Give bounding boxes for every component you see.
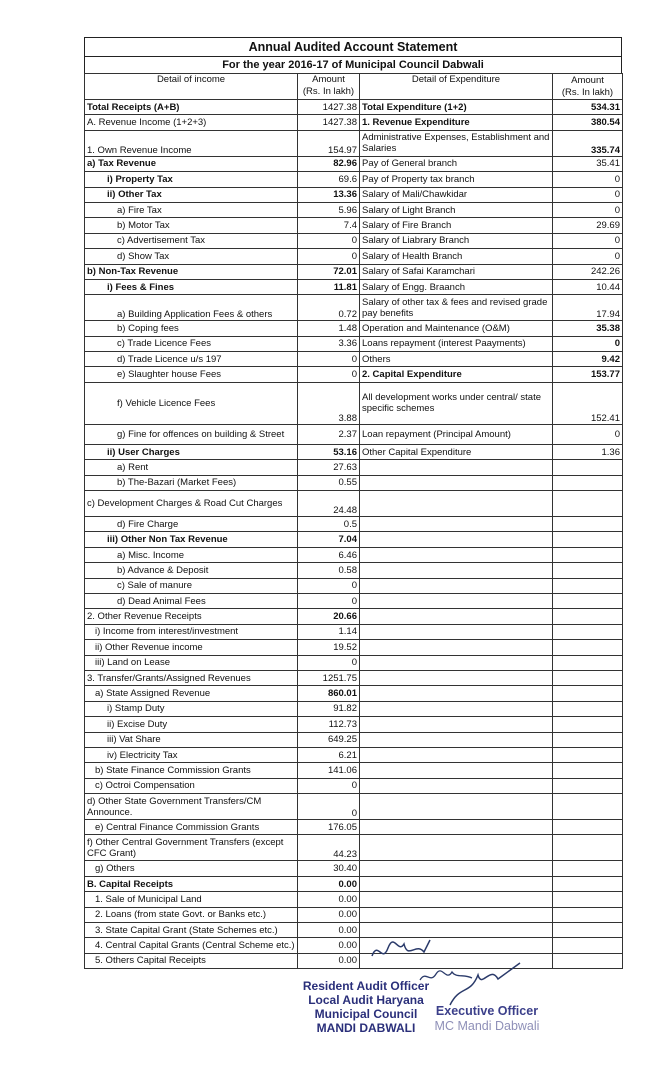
table-row — [85, 130, 623, 156]
expenditure-label: Salary of Health Branch — [360, 249, 553, 264]
income-amount: 5.96 — [298, 202, 360, 217]
table-row — [85, 156, 623, 171]
expenditure-amount: 335.74 — [553, 130, 623, 156]
income-amount: 53.16 — [298, 444, 360, 459]
income-amount: 0.00 — [298, 953, 360, 968]
income-label: ii) Excise Duty — [85, 717, 298, 732]
expenditure-amount: 153.77 — [553, 367, 623, 382]
income-amount: 2.37 — [298, 424, 360, 444]
table-row — [85, 835, 623, 861]
expenditure-amount — [553, 820, 623, 835]
expenditure-label — [360, 732, 553, 747]
expenditure-label — [360, 547, 553, 562]
income-amount: 11.81 — [298, 279, 360, 294]
statement-sheet — [84, 37, 622, 969]
table-row — [85, 655, 623, 670]
income-amount: 141.06 — [298, 763, 360, 778]
expenditure-label: All development works under central/ state specific schemes — [360, 382, 553, 424]
expenditure-amount — [553, 609, 623, 624]
income-label: iii) Other Non Tax Revenue — [85, 532, 298, 547]
income-label: B. Capital Receipts — [85, 876, 298, 891]
table-row — [85, 172, 623, 187]
expenditure-label — [360, 609, 553, 624]
expenditure-label: Other Capital Expenditure — [360, 444, 553, 459]
table-row — [85, 249, 623, 264]
expenditure-label: Pay of Property tax branch — [360, 172, 553, 187]
expenditure-label — [360, 907, 553, 922]
executive-officer-stamp: Executive Officer MC Mandi Dabwali — [434, 1004, 540, 1033]
income-amount: 0 — [298, 367, 360, 382]
table-row — [85, 717, 623, 732]
income-amount: 3.88 — [298, 382, 360, 424]
table-row — [85, 233, 623, 248]
expenditure-amount — [553, 701, 623, 716]
expenditure-label — [360, 475, 553, 490]
income-amount: 0 — [298, 233, 360, 248]
income-amount: 649.25 — [298, 732, 360, 747]
income-amount: 1427.38 — [298, 100, 360, 115]
expenditure-amount — [553, 778, 623, 793]
expenditure-amount — [553, 747, 623, 762]
expenditure-amount: 152.41 — [553, 382, 623, 424]
income-amount: 72.01 — [298, 264, 360, 279]
income-amount: 112.73 — [298, 717, 360, 732]
income-amount: 1251.75 — [298, 670, 360, 685]
expenditure-amount — [553, 460, 623, 475]
table-row — [85, 202, 623, 217]
table-row — [85, 218, 623, 233]
expenditure-amount: 242.26 — [553, 264, 623, 279]
income-amount: 0 — [298, 593, 360, 608]
expenditure-label: Salary of Fire Branch — [360, 218, 553, 233]
expenditure-label: Salary of Engg. Braanch — [360, 279, 553, 294]
income-amount: 20.66 — [298, 609, 360, 624]
table-row — [85, 532, 623, 547]
table-row — [85, 624, 623, 639]
account-table — [84, 73, 623, 969]
table-row — [85, 460, 623, 475]
income-label: d) Dead Animal Fees — [85, 593, 298, 608]
expenditure-label: Salary of Mali/Chawkidar — [360, 187, 553, 202]
table-row — [85, 609, 623, 624]
income-amount: 176.05 — [298, 820, 360, 835]
table-row — [85, 953, 623, 968]
income-label: g) Others — [85, 861, 298, 876]
income-amount: 19.52 — [298, 640, 360, 655]
expenditure-amount — [553, 517, 623, 532]
expenditure-label: Total Expenditure (1+2) — [360, 100, 553, 115]
income-amount: 7.04 — [298, 532, 360, 547]
income-label: i) Income from interest/investment — [85, 624, 298, 639]
expenditure-label — [360, 794, 553, 820]
income-label: g) Fine for offences on building & Street — [85, 424, 298, 444]
expenditure-detail-header: Detail of Expenditure — [360, 74, 553, 100]
income-label: ii) Other Tax — [85, 187, 298, 202]
table-row — [85, 593, 623, 608]
table-row — [85, 938, 623, 953]
income-amount: 0.72 — [298, 295, 360, 321]
expenditure-amount — [553, 491, 623, 517]
expenditure-amount — [553, 938, 623, 953]
expenditure-label: Salary of Safai Karamchari — [360, 264, 553, 279]
income-label: d) Fire Charge — [85, 517, 298, 532]
income-label: c) Octroi Compensation — [85, 778, 298, 793]
income-label: 5. Others Capital Receipts — [85, 953, 298, 968]
expenditure-label: Pay of General branch — [360, 156, 553, 171]
income-label: b) State Finance Commission Grants — [85, 763, 298, 778]
income-label: c) Development Charges & Road Cut Charges — [85, 491, 298, 517]
income-label: c) Sale of manure — [85, 578, 298, 593]
income-label: i) Property Tax — [85, 172, 298, 187]
table-row — [85, 444, 623, 459]
table-row — [85, 670, 623, 685]
income-detail-header: Detail of income — [85, 74, 298, 100]
income-amount: 0.5 — [298, 517, 360, 532]
table-row — [85, 778, 623, 793]
resident-audit-stamp: Resident Audit Officer Local Audit Haryana Municipal Council MANDI DABWALI — [302, 979, 430, 1035]
expenditure-label: 2. Capital Expenditure — [360, 367, 553, 382]
expenditure-amount — [553, 547, 623, 562]
income-amount: 69.6 — [298, 172, 360, 187]
expenditure-amount: 0 — [553, 172, 623, 187]
income-amount: 0.00 — [298, 907, 360, 922]
expenditure-label: Loan repayment (Principal Amount) — [360, 424, 553, 444]
expenditure-amount — [553, 624, 623, 639]
income-label: i) Fees & Fines — [85, 279, 298, 294]
income-amount: 1.48 — [298, 321, 360, 336]
income-amount: 13.36 — [298, 187, 360, 202]
income-amount: 154.97 — [298, 130, 360, 156]
income-label: b) Advance & Deposit — [85, 563, 298, 578]
income-amount: 0.00 — [298, 923, 360, 938]
expenditure-amount — [553, 763, 623, 778]
income-amount: 860.01 — [298, 686, 360, 701]
income-label: a) Misc. Income — [85, 547, 298, 562]
income-amount: 1.14 — [298, 624, 360, 639]
table-body — [85, 100, 623, 969]
expenditure-amount: 10.44 — [553, 279, 623, 294]
expenditure-amount — [553, 640, 623, 655]
income-amount: 0.58 — [298, 563, 360, 578]
income-label: a) Tax Revenue — [85, 156, 298, 171]
table-row — [85, 100, 623, 115]
expenditure-label — [360, 892, 553, 907]
income-label: ii) Other Revenue income — [85, 640, 298, 655]
expenditure-label — [360, 563, 553, 578]
table-row — [85, 279, 623, 294]
income-amount: 27.63 — [298, 460, 360, 475]
income-label: a) Rent — [85, 460, 298, 475]
income-label: A. Revenue Income (1+2+3) — [85, 115, 298, 130]
expenditure-amount: 0 — [553, 336, 623, 351]
page-title: Annual Audited Account Statement — [84, 37, 622, 56]
income-label: iii) Vat Share — [85, 732, 298, 747]
expenditure-label — [360, 517, 553, 532]
expenditure-label — [360, 593, 553, 608]
expenditure-amount — [553, 732, 623, 747]
expenditure-amount: 1.36 — [553, 444, 623, 459]
expenditure-amount — [553, 892, 623, 907]
income-amount: 0 — [298, 778, 360, 793]
table-row — [85, 701, 623, 716]
income-label: e) Slaughter house Fees — [85, 367, 298, 382]
income-label: f) Vehicle Licence Fees — [85, 382, 298, 424]
expenditure-label — [360, 701, 553, 716]
expenditure-amount: 534.31 — [553, 100, 623, 115]
expenditure-amount: 29.69 — [553, 218, 623, 233]
income-amount: 91.82 — [298, 701, 360, 716]
table-row — [85, 563, 623, 578]
expenditure-amount — [553, 923, 623, 938]
income-label: ii) User Charges — [85, 444, 298, 459]
income-label: 1. Own Revenue Income — [85, 130, 298, 156]
table-row — [85, 424, 623, 444]
expenditure-amount — [553, 876, 623, 891]
expenditure-amount: 0 — [553, 202, 623, 217]
income-label: 3. Transfer/Grants/Assigned Revenues — [85, 670, 298, 685]
expenditure-amount — [553, 907, 623, 922]
income-amount-header: Amount (Rs. In lakh) — [298, 74, 360, 100]
table-row — [85, 264, 623, 279]
expenditure-label — [360, 835, 553, 861]
expenditure-amount: 35.41 — [553, 156, 623, 171]
expenditure-amount: 17.94 — [553, 295, 623, 321]
income-label: 2. Other Revenue Receipts — [85, 609, 298, 624]
income-label: e) Central Finance Commission Grants — [85, 820, 298, 835]
income-label: a) Fire Tax — [85, 202, 298, 217]
table-row — [85, 367, 623, 382]
table-row — [85, 923, 623, 938]
income-label: iii) Land on Lease — [85, 655, 298, 670]
table-row — [85, 578, 623, 593]
expenditure-label: Others — [360, 352, 553, 367]
income-amount: 44.23 — [298, 835, 360, 861]
income-label: d) Trade Licence u/s 197 — [85, 352, 298, 367]
income-label: 4. Central Capital Grants (Central Scheme etc.) — [85, 938, 298, 953]
table-row — [85, 187, 623, 202]
table-row — [85, 295, 623, 321]
expenditure-label — [360, 532, 553, 547]
table-row — [85, 321, 623, 336]
income-amount: 30.40 — [298, 861, 360, 876]
expenditure-label — [360, 624, 553, 639]
income-label: a) Building Application Fees & others — [85, 295, 298, 321]
income-label: d) Show Tax — [85, 249, 298, 264]
expenditure-amount — [553, 593, 623, 608]
income-amount: 0.00 — [298, 938, 360, 953]
income-label: 1. Sale of Municipal Land — [85, 892, 298, 907]
expenditure-label — [360, 640, 553, 655]
expenditure-amount: 0 — [553, 233, 623, 248]
table-row — [85, 640, 623, 655]
table-row — [85, 115, 623, 130]
income-label: b) The-Bazari (Market Fees) — [85, 475, 298, 490]
income-label: f) Other Central Government Transfers (except CFC Grant) — [85, 835, 298, 861]
expenditure-amount: 0 — [553, 424, 623, 444]
income-amount: 6.21 — [298, 747, 360, 762]
expenditure-amount: 35.38 — [553, 321, 623, 336]
expenditure-amount — [553, 532, 623, 547]
expenditure-label: Salary of Liabrary Branch — [360, 233, 553, 248]
expenditure-label: 1. Revenue Expenditure — [360, 115, 553, 130]
expenditure-label — [360, 460, 553, 475]
expenditure-amount — [553, 578, 623, 593]
income-amount: 1427.38 — [298, 115, 360, 130]
income-label: a) State Assigned Revenue — [85, 686, 298, 701]
expenditure-label — [360, 820, 553, 835]
expenditure-amount: 0 — [553, 249, 623, 264]
expenditure-label — [360, 861, 553, 876]
table-row — [85, 336, 623, 351]
expenditure-amount — [553, 686, 623, 701]
expenditure-label: Loans repayment (interest Paayments) — [360, 336, 553, 351]
income-label: 3. State Capital Grant (State Schemes etc.) — [85, 923, 298, 938]
expenditure-amount — [553, 670, 623, 685]
expenditure-label — [360, 491, 553, 517]
table-row — [85, 475, 623, 490]
income-label: 2. Loans (from state Govt. or Banks etc.) — [85, 907, 298, 922]
table-row — [85, 861, 623, 876]
income-amount: 0.00 — [298, 876, 360, 891]
expenditure-amount — [553, 475, 623, 490]
expenditure-amount — [553, 655, 623, 670]
income-label: b) Coping fees — [85, 321, 298, 336]
expenditure-amount: 0 — [553, 187, 623, 202]
income-label: b) Non-Tax Revenue — [85, 264, 298, 279]
table-row — [85, 763, 623, 778]
income-amount: 24.48 — [298, 491, 360, 517]
income-amount: 3.36 — [298, 336, 360, 351]
expenditure-label: Salary of other tax & fees and revised grade pay benefits — [360, 295, 553, 321]
income-label: i) Stamp Duty — [85, 701, 298, 716]
expenditure-label — [360, 686, 553, 701]
table-row — [85, 794, 623, 820]
table-row — [85, 892, 623, 907]
income-amount: 7.4 — [298, 218, 360, 233]
table-row — [85, 547, 623, 562]
income-label: c) Advertisement Tax — [85, 233, 298, 248]
income-amount: 0.00 — [298, 892, 360, 907]
income-label: b) Motor Tax — [85, 218, 298, 233]
expenditure-amount — [553, 835, 623, 861]
expenditure-label: Operation and Maintenance (O&M) — [360, 321, 553, 336]
table-row — [85, 747, 623, 762]
expenditure-label — [360, 578, 553, 593]
expenditure-amount — [553, 953, 623, 968]
table-row — [85, 876, 623, 891]
income-label: Total Receipts (A+B) — [85, 100, 298, 115]
expenditure-label: Administrative Expenses, Establishment and Salaries — [360, 130, 553, 156]
page-subtitle: For the year 2016-17 of Municipal Council Dabwali — [84, 56, 622, 73]
table-row — [85, 382, 623, 424]
expenditure-amount — [553, 861, 623, 876]
income-amount: 0 — [298, 578, 360, 593]
expenditure-label — [360, 778, 553, 793]
income-label: iv) Electricity Tax — [85, 747, 298, 762]
income-amount: 0.55 — [298, 475, 360, 490]
table-row — [85, 732, 623, 747]
expenditure-amount: 380.54 — [553, 115, 623, 130]
income-amount: 82.96 — [298, 156, 360, 171]
expenditure-label — [360, 763, 553, 778]
table-row — [85, 907, 623, 922]
expenditure-label — [360, 717, 553, 732]
expenditure-label — [360, 655, 553, 670]
income-amount: 0 — [298, 794, 360, 820]
expenditure-label — [360, 747, 553, 762]
income-amount: 6.46 — [298, 547, 360, 562]
income-amount: 0 — [298, 352, 360, 367]
expenditure-label: Salary of Light Branch — [360, 202, 553, 217]
table-row — [85, 820, 623, 835]
expenditure-amount — [553, 717, 623, 732]
expenditure-label — [360, 670, 553, 685]
table-row — [85, 686, 623, 701]
expenditure-amount: 9.42 — [553, 352, 623, 367]
income-amount: 0 — [298, 249, 360, 264]
expenditure-amount — [553, 563, 623, 578]
table-row — [85, 352, 623, 367]
table-row — [85, 491, 623, 517]
expenditure-label — [360, 876, 553, 891]
expenditure-amount-header: Amount (Rs. In lakh) — [553, 74, 623, 100]
table-row — [85, 517, 623, 532]
income-amount: 0 — [298, 655, 360, 670]
income-label: d) Other State Government Transfers/CM Announce. — [85, 794, 298, 820]
expenditure-amount — [553, 794, 623, 820]
income-label: c) Trade Licence Fees — [85, 336, 298, 351]
